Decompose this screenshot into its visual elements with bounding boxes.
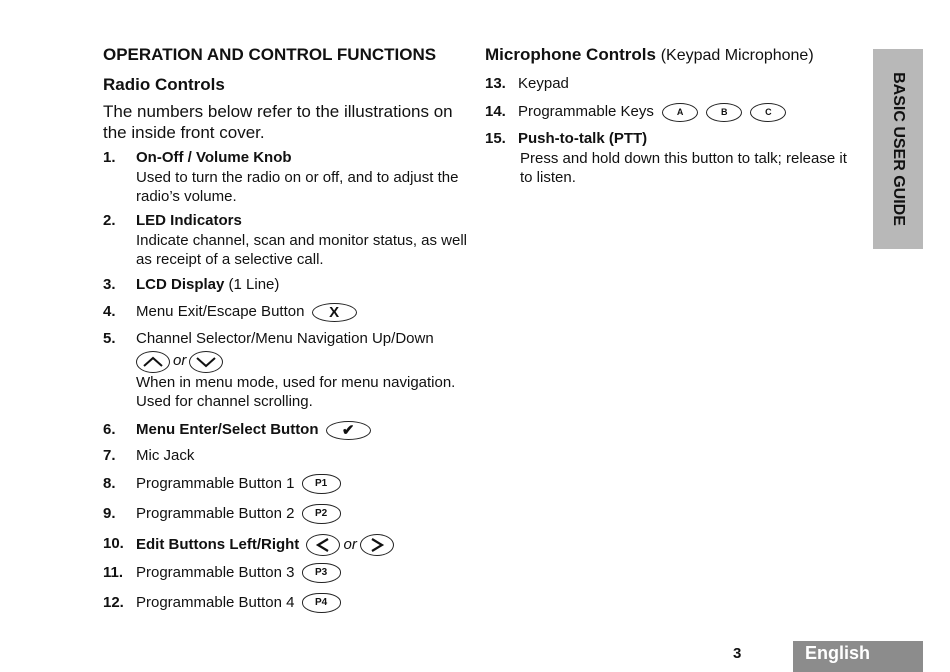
item-number: 13. (485, 75, 506, 92)
item-text: Programmable Keys (518, 103, 654, 120)
item-text: Channel Selector/Menu Navigation Up/Down (136, 330, 434, 347)
item-title: Push-to-talk (PTT) (518, 130, 648, 147)
item-title: LED Indicators (136, 212, 242, 229)
item-text: Programmable Button 3 (136, 564, 295, 581)
item-number: 8. (103, 475, 116, 492)
list-item (103, 593, 475, 613)
list-item (103, 275, 475, 295)
section-side-tab (873, 49, 923, 249)
item-number: 11. (103, 564, 124, 581)
item-number: 10. (103, 535, 124, 552)
exit-key-icon: X (312, 303, 357, 322)
item-text: Menu Exit/Escape Button (136, 303, 305, 320)
list-item (103, 446, 475, 466)
language-label: English (805, 643, 871, 663)
list-item (485, 102, 857, 122)
list-item (103, 504, 475, 524)
list-item (485, 129, 857, 188)
item-number: 9. (103, 505, 116, 522)
p4-key-icon: P4 (302, 593, 341, 613)
item-number: 1. (103, 149, 116, 166)
list-item (103, 148, 475, 207)
item-text: Keypad (518, 75, 569, 92)
item-text: Programmable Button 2 (136, 505, 295, 522)
item-number: 7. (103, 447, 116, 464)
item-number: 6. (103, 421, 116, 438)
item-description: Used to turn the radio on or off, and to adjust the radio’s volume. (136, 168, 459, 205)
page-number: 3 (733, 645, 742, 662)
item-description: Indicate channel, scan and monitor status, as well as receipt of a selective call. (136, 231, 468, 268)
list-item (103, 563, 475, 583)
item-number: 3. (103, 276, 116, 293)
list-item (103, 211, 475, 270)
item-number: 12. (103, 594, 124, 611)
right-arrow-key-icon (360, 534, 394, 556)
heading-main: Microphone Controls (485, 45, 656, 64)
list-item (103, 420, 475, 440)
item-text: Mic Jack (136, 447, 195, 464)
heading-suffix: (Keypad Microphone) (660, 47, 814, 64)
item-text: Programmable Button 1 (136, 475, 295, 492)
section-heading: OPERATION AND CONTROL FUNCTIONS (103, 45, 437, 64)
microphone-controls-heading (485, 45, 814, 65)
item-number: 5. (103, 330, 116, 347)
p1-key-icon: P1 (302, 474, 341, 494)
down-arrow-key-icon (189, 351, 223, 373)
c-key-icon: C (750, 103, 786, 122)
b-key-icon: B (706, 103, 742, 122)
item-title: Edit Buttons Left/Right (136, 535, 300, 553)
up-arrow-key-icon (136, 351, 170, 373)
intro-text: The numbers below refer to the illustrations on the inside front cover. (103, 102, 453, 142)
left-arrow-key-icon (306, 534, 340, 556)
list-item (485, 74, 857, 94)
item-description: Press and hold down this button to talk; release it to listen. (520, 149, 847, 186)
item-number: 4. (103, 303, 116, 320)
list-item (103, 474, 475, 494)
item-number: 2. (103, 212, 116, 229)
item-description: When in menu mode, used for menu navigation. Used for channel scrolling. (136, 373, 456, 410)
item-suffix: (1 Line) (224, 276, 280, 293)
list-item (103, 302, 475, 322)
item-title: Menu Enter/Select Button (136, 421, 319, 438)
list-item (103, 534, 475, 556)
a-key-icon: A (662, 103, 698, 122)
or-text: or (173, 352, 187, 370)
language-tab (793, 641, 923, 672)
item-number: 14. (485, 103, 506, 120)
item-title: LCD Display (136, 276, 225, 293)
item-number: 15. (485, 130, 506, 147)
p2-key-icon: P2 (302, 504, 341, 524)
side-tab-label: BASIC USER GUIDE (890, 72, 907, 226)
p3-key-icon: P3 (302, 563, 341, 583)
list-item (103, 329, 475, 412)
or-text: or (343, 535, 357, 553)
radio-controls-heading: Radio Controls (103, 75, 225, 94)
item-title: On-Off / Volume Knob (136, 149, 292, 166)
item-text: Programmable Button 4 (136, 594, 295, 611)
check-key-icon: ✔ (326, 421, 371, 440)
